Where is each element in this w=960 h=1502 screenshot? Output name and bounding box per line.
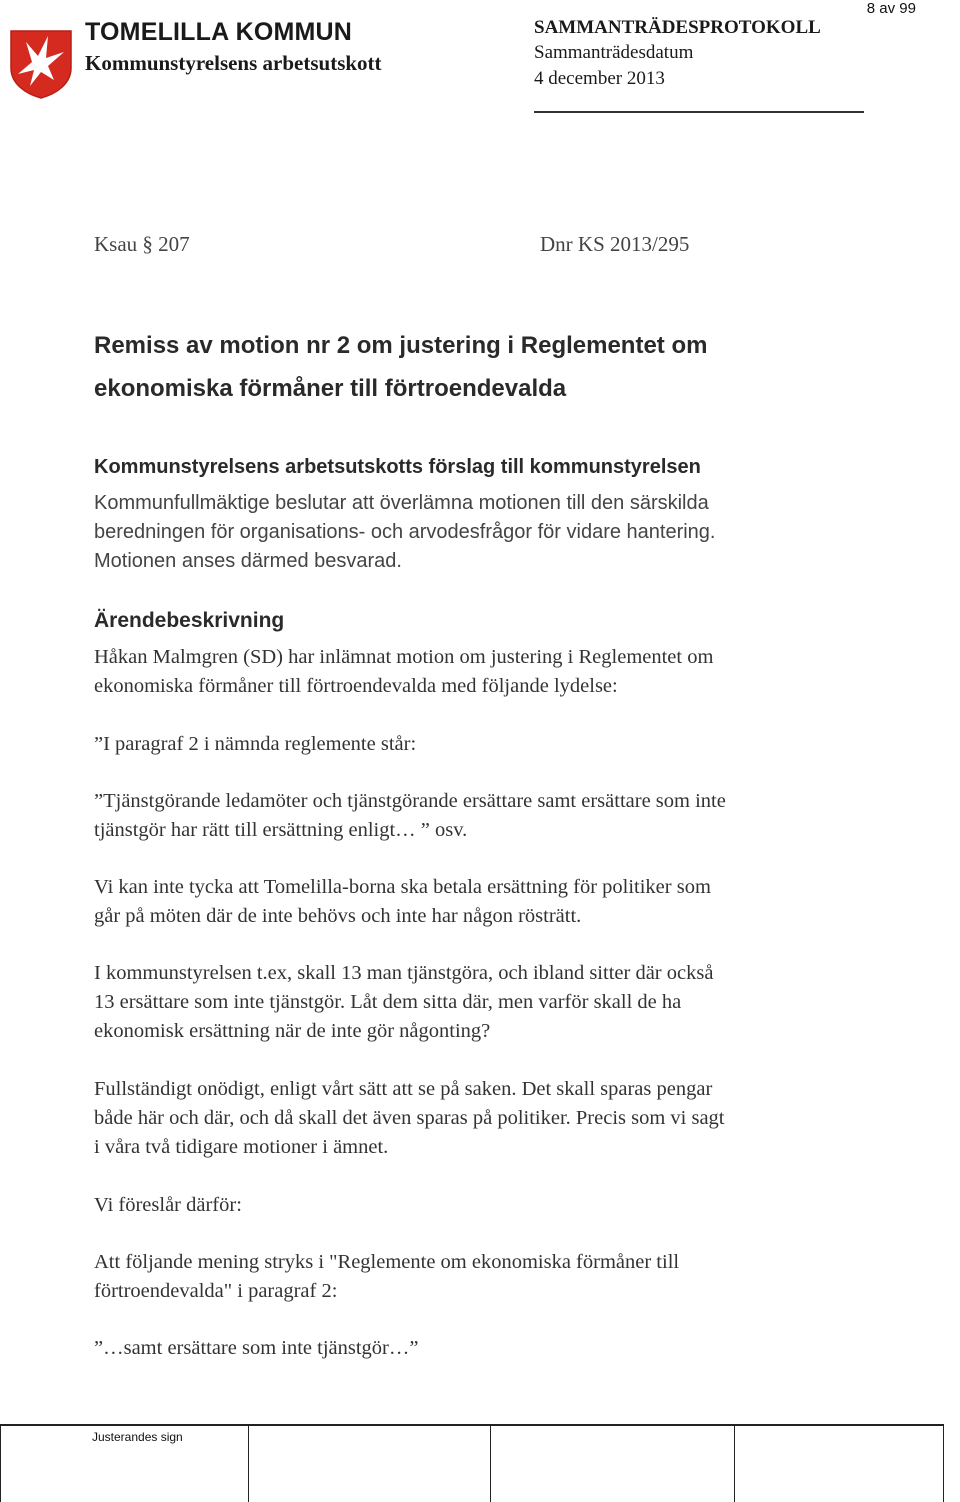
- text-line: ”…samt ersättare som inte tjänstgör…”: [94, 1337, 419, 1359]
- signature-cell: [0, 1426, 1, 1502]
- paragraph-reference: Ksau § 207: [94, 232, 190, 256]
- description-paragraph: [94, 643, 884, 701]
- text-line: både här och där, och då skall det även sparas på politiker. Precis som vi sagt: [94, 1107, 725, 1129]
- description-paragraph: [94, 959, 884, 1046]
- text-line: Att följande mening stryks i "Reglemente om ekonomiska förmåner till: [94, 1251, 680, 1273]
- document-type: SAMMANTRÄDESPROTOKOLL: [534, 17, 821, 38]
- signature-cell: [490, 1426, 491, 1502]
- signature-label: Justerandes sign: [92, 1430, 183, 1444]
- text-line: tjänstgör har rätt till ersättning enligt… ” osv.: [94, 819, 468, 841]
- text-line: I kommunstyrelsen t.ex, skall 13 man tjänstgöra, och ibland sitter där också: [94, 962, 714, 984]
- coat-of-arms-logo: [8, 28, 74, 100]
- text-line: ekonomiska förmåner till förtroendevalda med följande lydelse:: [94, 675, 618, 697]
- description-heading: Ärendebeskrivning: [94, 609, 285, 632]
- org-unit: Kommunstyrelsens arbetsutskott: [85, 51, 382, 75]
- text-line: förtroendevalda" i paragraf 2:: [94, 1280, 338, 1302]
- page-number: 8 av 99: [866, 0, 916, 17]
- description-paragraph: [94, 1248, 884, 1306]
- description-paragraph: [94, 1075, 884, 1162]
- text-line: 13 ersättare som inte tjänstgör. Låt dem sitta där, men varför skall de ha: [94, 991, 682, 1013]
- text-line: i våra två tidigare motioner i ämnet.: [94, 1136, 389, 1158]
- title-line: Remiss av motion nr 2 om justering i Reglementet om: [94, 332, 708, 359]
- text-line: ”I paragraf 2 i nämnda reglemente står:: [94, 733, 417, 755]
- proposal-line: Kommunfullmäktige beslutar att överlämna motionen till den särskilda: [94, 492, 709, 514]
- signature-cell: [734, 1426, 735, 1502]
- title-line: ekonomiska förmåner till förtroendevalda: [94, 375, 567, 402]
- diary-number: Dnr KS 2013/295: [540, 232, 690, 256]
- text-line: Vi kan inte tycka att Tomelilla-borna ska betala ersättning för politiker som: [94, 876, 711, 898]
- proposal-line: beredningen för organisations- och arvodesfrågor för vidare hantering.: [94, 521, 716, 543]
- text-line: Fullständigt onödigt, enligt vårt sätt att se på saken. Det skall sparas pengar: [94, 1078, 713, 1100]
- proposal-text: [94, 489, 854, 576]
- quote-paragraph: [94, 1334, 884, 1363]
- text-line: går på möten där de inte behövs och inte har någon rösträtt.: [94, 905, 582, 927]
- signature-cell: [248, 1426, 249, 1502]
- header-divider: [534, 111, 864, 113]
- text-line: ekonomisk ersättning när de inte gör någonting?: [94, 1020, 491, 1042]
- text-line: Vi föreslår därför:: [94, 1194, 242, 1216]
- quote-paragraph: [94, 787, 884, 845]
- quote-paragraph: [94, 730, 884, 759]
- text-line: ”Tjänstgörande ledamöter och tjänstgörande ersättare samt ersättare som inte: [94, 790, 726, 812]
- proposal-heading: Kommunstyrelsens arbetsutskotts förslag till kommunstyrelsen: [94, 456, 701, 478]
- proposal-line: Motionen anses därmed besvarad.: [94, 550, 402, 572]
- meeting-date-value: 4 december 2013: [534, 68, 665, 89]
- description-paragraph: [94, 1191, 884, 1220]
- text-line: Håkan Malmgren (SD) har inlämnat motion om justering i Reglementet om: [94, 646, 714, 668]
- signature-cell: [943, 1426, 944, 1502]
- description-paragraph: [94, 873, 884, 931]
- document-title: [94, 324, 894, 410]
- meeting-date-label: Sammanträdesdatum: [534, 42, 694, 63]
- org-name: TOMELILLA KOMMUN: [85, 18, 353, 46]
